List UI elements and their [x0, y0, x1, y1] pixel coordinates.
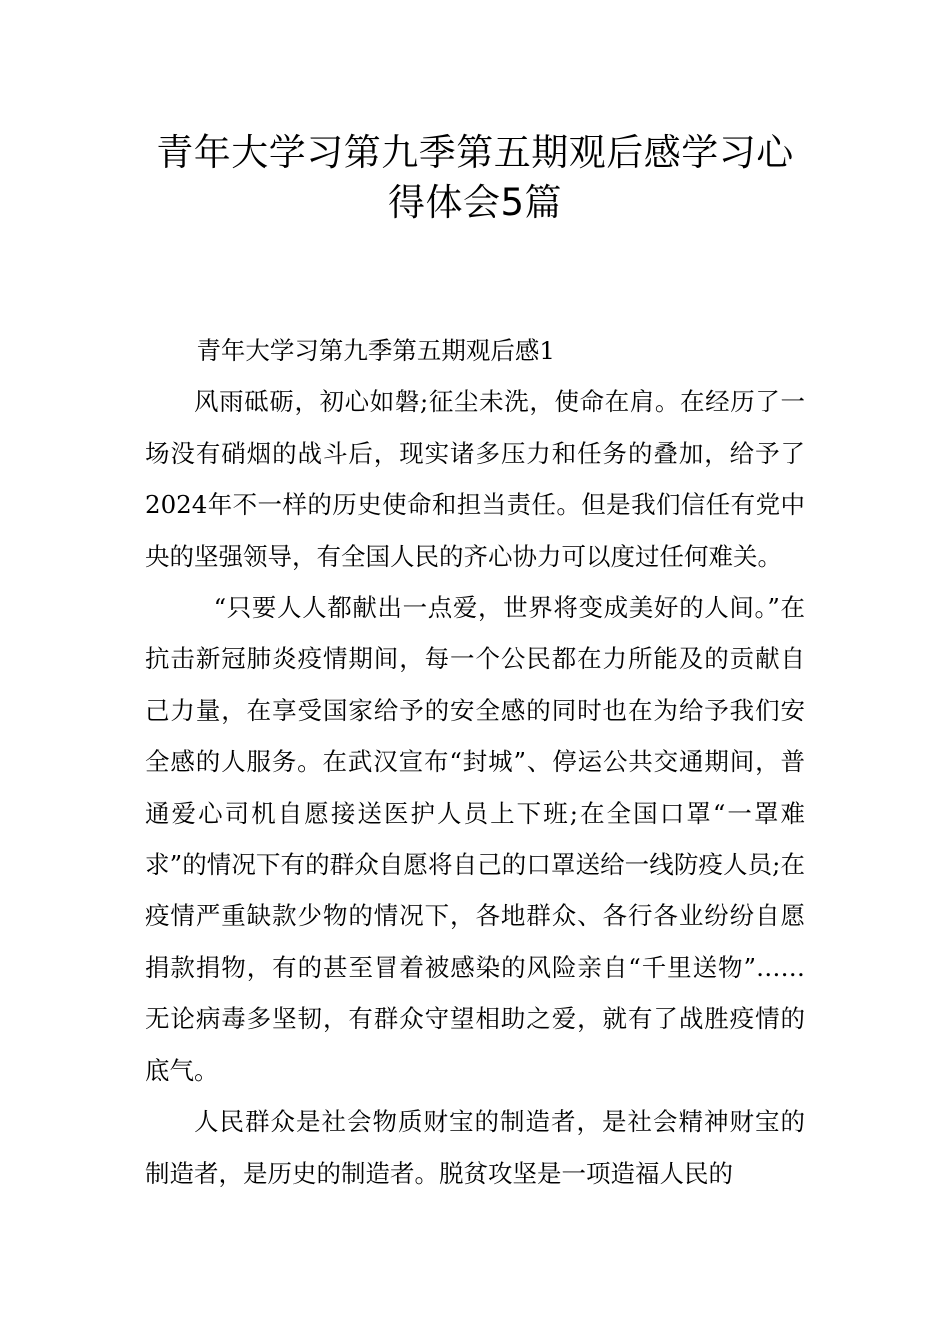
title-line-2: 得体会5篇 [387, 181, 563, 224]
title-line-1: 青年大学习第九季第五期观后感学习心 [156, 131, 794, 174]
section-heading: 青年大学习第九季第五期观后感1 [196, 336, 556, 365]
document-title [110, 128, 840, 228]
paragraph-2: “只要人人都献出一点爱，世界将变成美好的人间。”在抗击新冠肺炎疫情期间，每一个公民都在力所能及的贡献自己力量，在享受国家给予的安全感的同时也在为给予我们安全感的人服务。在武汉宣布“封城”、停运公共交通期间，普通爱心司机自愿接送医护人员上下班;在全国口罩“一罩难求”的情况下有的群众自愿将自己的口罩送给一线防疫人员;在疫情严重缺款少物的情况下，各地群众、各行各业纷纷自愿捐款捐物，有的甚至冒着被感染的风险亲自“千里送物”……无论病毒多坚韧，有群众守望相助之爱，就有了战胜疫情的底气。 [145, 593, 805, 1085]
paragraph-1: 风雨砥砺，初心如磐;征尘未洗，使命在肩。在经历了一场没有硝烟的战斗后，现实诸多压力和任务的叠加，给予了2024年不一样的历史使命和担当责任。但是我们信任有党中央的坚强领导，有全国人民的齐心协力可以度过任何难关。 [145, 387, 805, 571]
document-body [145, 325, 805, 1199]
paragraph-3: 人民群众是社会物质财宝的制造者，是社会精神财宝的制造者，是历史的制造者。脱贫攻坚是一项造福人民的 [145, 1107, 805, 1188]
